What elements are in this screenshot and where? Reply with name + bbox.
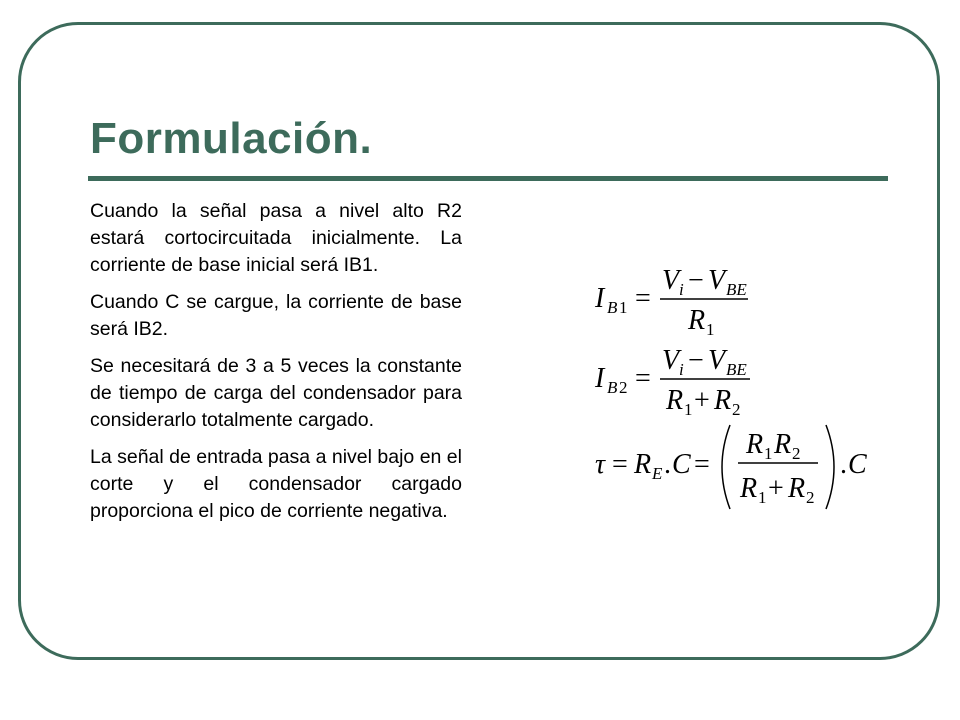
svg-text:=: = <box>635 363 651 394</box>
svg-text:2: 2 <box>806 488 815 507</box>
svg-text:E: E <box>652 464 663 483</box>
svg-text:.: . <box>840 449 847 480</box>
formula-tau <box>590 417 880 517</box>
svg-text:V: V <box>708 345 726 376</box>
svg-text:i: i <box>679 280 684 299</box>
svg-text:2: 2 <box>732 400 741 415</box>
svg-text:C: C <box>672 449 691 480</box>
svg-text:R: R <box>688 305 706 335</box>
svg-text:V: V <box>662 345 680 376</box>
formula-ib2 <box>590 335 790 415</box>
title-underline <box>88 176 888 181</box>
svg-text:+: + <box>694 385 710 415</box>
svg-text:R: R <box>634 449 652 480</box>
paragraph-2: Cuando C se cargue, la corriente de base será IB2. <box>90 291 462 340</box>
svg-text:2: 2 <box>792 444 801 463</box>
svg-text:+: + <box>768 473 784 504</box>
svg-text:BE: BE <box>726 360 747 379</box>
svg-text:=: = <box>635 283 651 314</box>
svg-text:1: 1 <box>619 298 628 317</box>
svg-text:1: 1 <box>764 444 773 463</box>
svg-text:B: B <box>607 378 618 397</box>
paragraph-4: La señal de entrada pasa a nivel bajo en el corte y el condensador cargado proporciona el pico de corriente negativa. <box>90 446 462 522</box>
svg-text:2: 2 <box>619 378 628 397</box>
svg-text:BE: BE <box>726 280 747 299</box>
svg-text:R: R <box>774 429 792 460</box>
svg-text:=: = <box>612 449 628 480</box>
svg-text:I: I <box>595 283 605 314</box>
svg-text:B: B <box>607 298 618 317</box>
svg-text:R: R <box>788 473 806 504</box>
paragraph-3: Se necesitará de 3 a 5 veces la constante de tiempo de carga del condensador para considerarlo totalmente cargado. <box>90 355 462 431</box>
body-text <box>90 198 462 535</box>
formula-ib1 <box>590 255 790 335</box>
svg-text:1: 1 <box>706 320 715 335</box>
svg-text:1: 1 <box>684 400 693 415</box>
svg-text:R: R <box>714 385 732 415</box>
svg-text:I: I <box>595 363 605 394</box>
svg-text:.: . <box>664 449 671 480</box>
svg-text:=: = <box>694 449 710 480</box>
svg-text:R: R <box>666 385 684 415</box>
svg-text:C: C <box>848 449 867 480</box>
svg-text:1: 1 <box>758 488 767 507</box>
paragraph-1: Cuando la señal pasa a nivel alto R2 estará cortocircuitada inicialmente. La corriente de base inicial será IB1. <box>90 200 462 276</box>
svg-text:τ: τ <box>595 449 606 480</box>
slide-title: Formulación. <box>90 114 373 163</box>
svg-text:R: R <box>746 429 764 460</box>
svg-text:−: − <box>688 265 704 296</box>
svg-text:−: − <box>688 345 704 376</box>
svg-text:V: V <box>708 265 726 296</box>
formula-panel <box>590 255 880 517</box>
svg-text:i: i <box>679 360 684 379</box>
svg-text:R: R <box>740 473 758 504</box>
svg-text:V: V <box>662 265 680 296</box>
